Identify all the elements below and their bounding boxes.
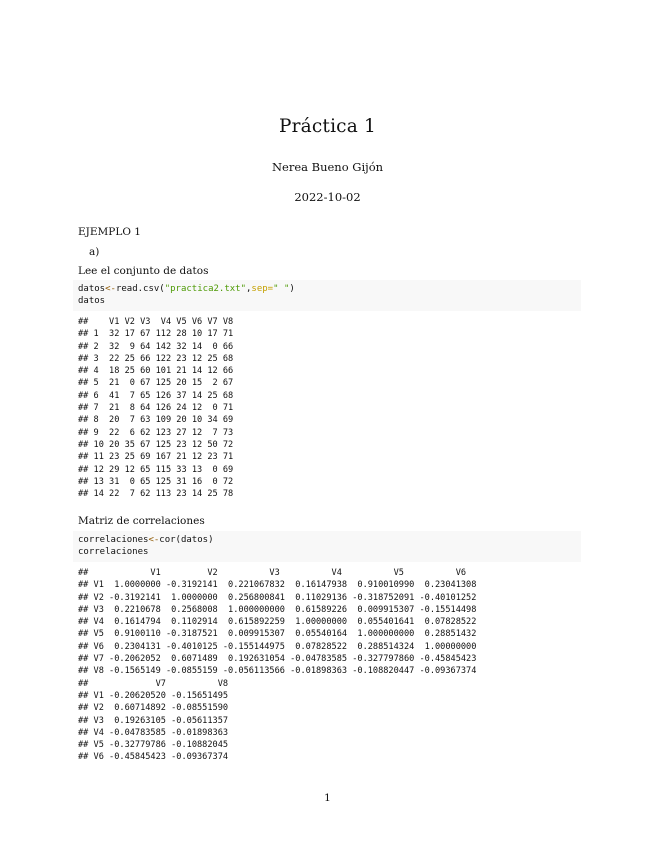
- document-date: 2022-10-02: [294, 190, 361, 204]
- block1-description: Lee el conjunto de datos: [78, 265, 209, 277]
- code-line-2: correlaciones: [78, 547, 149, 558]
- code-comma: ,: [246, 284, 252, 294]
- output-line: ## V8 -0.1565149 -0.0855159 -0.056113566 -0.01898363 -0.108820447 -0.09367374: [78, 666, 477, 677]
- output-line: ## 3 22 25 66 122 23 12 25 68: [78, 353, 234, 364]
- item-label: a): [89, 246, 100, 258]
- code-sep-string: " ": [273, 284, 290, 294]
- code-assign-operator: <-: [148, 535, 160, 545]
- code-call: read.csv(: [115, 284, 165, 294]
- output-data-frame: [78, 316, 233, 500]
- output-line: ## V7 V8: [78, 678, 229, 689]
- section-heading: EJEMPLO 1: [78, 226, 141, 238]
- code-var: datos: [78, 284, 106, 294]
- output-line: ## 4 18 25 60 101 21 14 12 66: [78, 366, 234, 377]
- output-line: ## 12 29 12 65 115 33 13 0 69: [78, 464, 234, 475]
- output-line: ## 6 41 7 65 126 37 14 25 68: [78, 390, 234, 401]
- output-line: ## V6 0.2304131 -0.4010125 -0.155144975 0.07828522 0.288514324 1.00000000: [78, 641, 477, 652]
- output-line: ## V1 -0.20620520 -0.15651495: [78, 690, 229, 701]
- output-line: ## V2 0.60714892 -0.08551590: [78, 703, 229, 714]
- output-line: ## V5 -0.32779786 -0.10882045: [78, 740, 229, 751]
- code-block-read-csv: [73, 280, 581, 311]
- output-line: ## 11 23 25 69 167 21 12 23 71: [78, 452, 234, 463]
- output-line: ## V3 0.2210678 0.2568008 1.000000000 0.61589226 0.009915307 -0.15514498: [78, 604, 477, 615]
- output-line: ## V6 -0.45845423 -0.09367374: [78, 752, 229, 763]
- output-line: ## V1 V2 V3 V4 V5 V6: [78, 568, 467, 578]
- block2-description: Matriz de correlaciones: [78, 515, 205, 527]
- output-line: ## 13 31 0 65 125 31 16 0 72: [78, 476, 234, 487]
- output-correlation-matrix: [78, 567, 476, 764]
- code-call: cor(datos): [159, 535, 214, 545]
- document-author: Nerea Bueno Gijón: [271, 160, 384, 174]
- output-line: ## 5 21 0 67 125 20 15 2 67: [78, 378, 234, 389]
- document-title: Práctica 1: [278, 116, 377, 137]
- output-line: ## V4 0.1614794 0.1102914 0.615892259 1.00000000 0.055401641 0.07828522: [78, 617, 477, 628]
- output-line: ## V5 0.9100110 -0.3187521 0.009915307 0.05540164 1.000000000 0.28851432: [78, 629, 477, 640]
- output-line: ## 10 20 35 67 125 23 12 50 72: [78, 439, 234, 450]
- output-line: ## 7 21 8 64 126 24 12 0 71: [78, 403, 234, 414]
- code-arg-name: sep=: [251, 284, 274, 294]
- code-close-paren: ): [289, 284, 295, 294]
- output-line: ## 8 20 7 63 109 20 10 34 69: [78, 415, 234, 426]
- code-assign-operator: <-: [105, 284, 116, 294]
- output-line: ## 9 22 6 62 123 27 12 7 73: [78, 427, 234, 438]
- code-file-string: "practica2.txt": [164, 284, 246, 294]
- output-line: ## V7 -0.2062052 0.6071489 0.192631054 -0.04783585 -0.327797860 -0.45845423: [78, 654, 477, 665]
- output-line: ## V3 0.19263105 -0.05611357: [78, 715, 229, 726]
- code-var: correlaciones: [78, 535, 149, 545]
- output-line: ## V1 V2 V3 V4 V5 V6 V7 V8: [78, 317, 234, 327]
- output-line: ## V4 -0.04783585 -0.01898363: [78, 727, 229, 738]
- output-line: ## 14 22 7 62 113 23 14 25 78: [78, 489, 234, 500]
- output-line: ## V1 1.0000000 -0.3192141 0.221067832 0.16147938 0.910010990 0.23041308: [78, 580, 477, 591]
- output-line: ## 1 32 17 67 112 28 10 17 71: [78, 329, 234, 340]
- page-number: 1: [324, 792, 331, 804]
- code-line-2: datos: [78, 296, 106, 307]
- output-line: ## 2 32 9 64 142 32 14 0 66: [78, 341, 234, 352]
- code-block-cor: [73, 531, 581, 562]
- output-line: ## V2 -0.3192141 1.0000000 0.256800841 0.11029136 -0.318752091 -0.40101252: [78, 592, 477, 603]
